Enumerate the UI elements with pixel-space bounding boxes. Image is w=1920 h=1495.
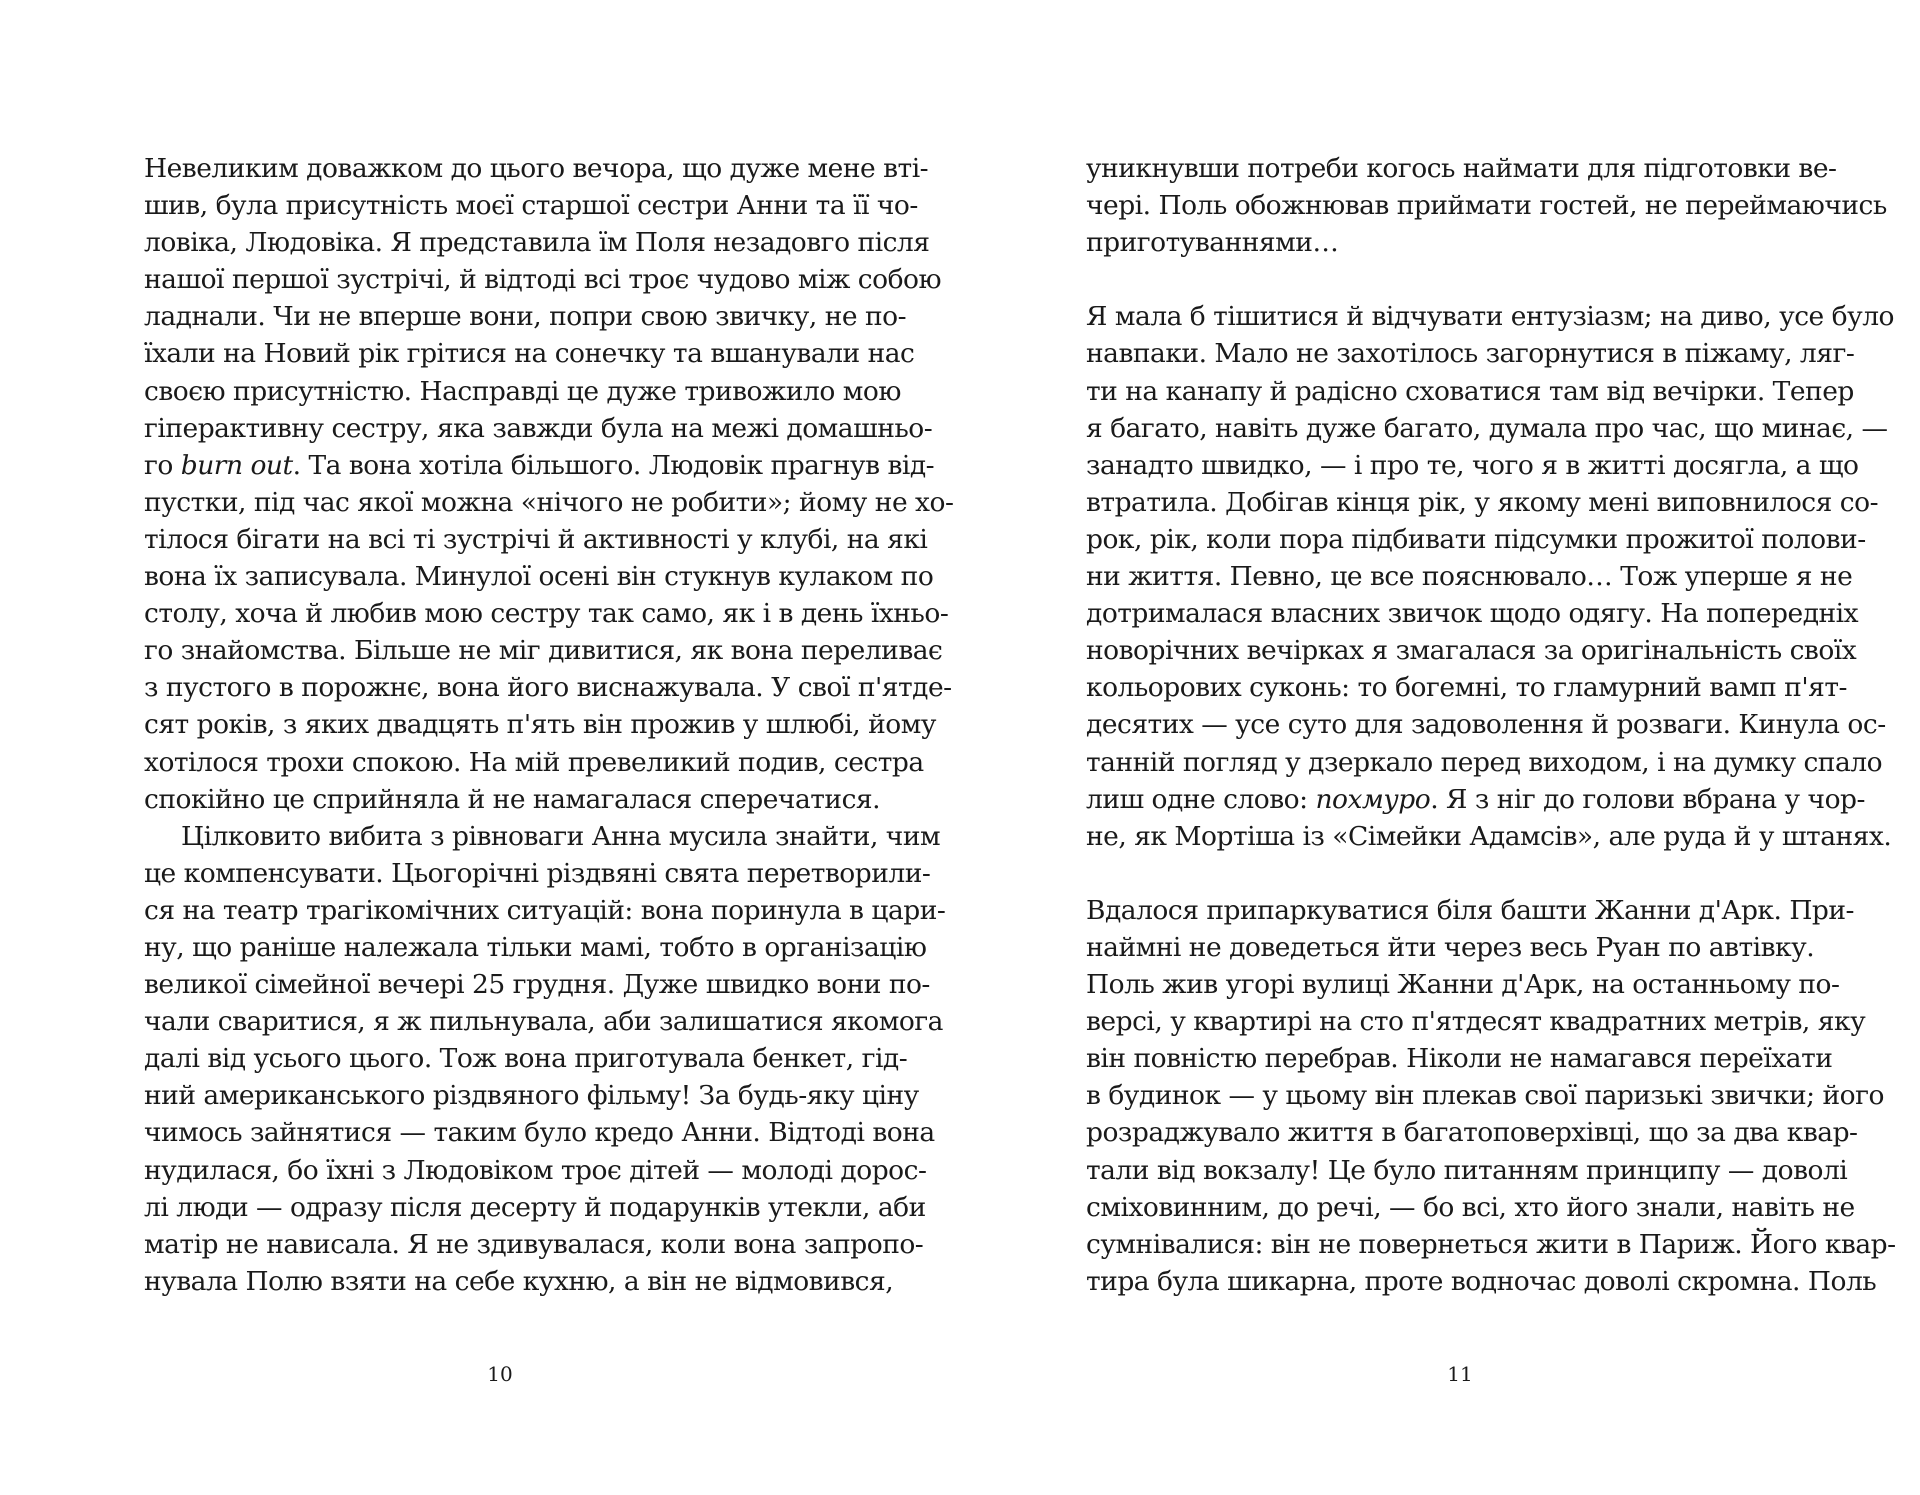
text-line: чимось зайнятися — таким було кредо Анни. Відтоді вона bbox=[144, 1117, 935, 1149]
text-line: шив, була присутність моєї старшої сестри Анни та її чо- bbox=[144, 190, 918, 222]
text-line: версі, у квартирі на сто п'ятдесят квадратних метрів, яку bbox=[1086, 1006, 1866, 1038]
left-page-text bbox=[144, 150, 954, 1300]
text-line: Поль жив угорі вулиці Жанни д'Арк, на останньому по- bbox=[1086, 969, 1840, 1001]
text-line: втратила. Добігав кінця рік, у якому мені виповнилося со- bbox=[1086, 486, 1879, 518]
text-line: їхали на Новий рік грітися на сонечку та вшанували нас bbox=[144, 338, 915, 370]
text-line: нудилася, бо їхні з Людовіком троє дітей — молоді дорос- bbox=[144, 1154, 927, 1186]
text-line: занадто швидко, — і про те, чого я в житті досягла, а що bbox=[1086, 449, 1859, 481]
text-line: ну, що раніше належала тільки мамі, тобто в організацію bbox=[144, 931, 927, 963]
text-line: він повністю перебрав. Ніколи не намагався переїхати bbox=[1086, 1043, 1833, 1075]
text-line: гіперактивну сестру, яка завжди була на межі домашньо- bbox=[144, 412, 933, 444]
text-line: ти на канапу й радісно сховатися там від вечірки. Тепер bbox=[1086, 375, 1854, 407]
text-line: великої сімейної вечері 25 грудня. Дуже швидко вони по- bbox=[144, 969, 930, 1001]
text-line: тали від вокзалу! Це було питанням принципу — доволі bbox=[1086, 1154, 1848, 1186]
text-line: ладнали. Чи не вперше вони, попри свою звичку, не по- bbox=[144, 301, 907, 333]
text-line: нувала Полю взяти на себе кухню, а він не відмовився, bbox=[144, 1265, 894, 1297]
text-line: розраджувало життя в багатоповерхівці, що за два квар- bbox=[1086, 1117, 1858, 1149]
text-line: ловіка, Людовіка. Я представила їм Поля незадовго після bbox=[144, 227, 930, 259]
page-number: 10 bbox=[487, 1362, 513, 1386]
text-line: вона їх записувала. Минулої осені він стукнув кулаком по bbox=[144, 561, 934, 593]
text-line: кольорових суконь: то богемні, то гламурний вамп п'ят- bbox=[1086, 672, 1847, 704]
text-line: тира була шикарна, проте водночас доволі скромна. Поль bbox=[1086, 1265, 1877, 1297]
text-line: ни життя. Певно, це все пояснювало… Тож уперше я не bbox=[1086, 561, 1853, 593]
text-line: ся на театр трагікомічних ситуацій: вона поринула в цари- bbox=[144, 894, 946, 926]
text-line: не, як Мортіша із «Сімейки Адамсів», але руда й у штанях. bbox=[1086, 820, 1892, 852]
text-line: рок, рік, коли пора підбивати підсумки прожитої полови- bbox=[1086, 523, 1866, 555]
text-line: чері. Поль обожнював приймати гостей, не переймаючись bbox=[1086, 190, 1887, 222]
text-line: в будинок — у цьому він плекав свої паризькі звички; його bbox=[1086, 1080, 1884, 1112]
text-line: дотрималася власних звичок щодо одягу. На попередніх bbox=[1086, 598, 1859, 630]
right-page bbox=[960, 0, 1920, 1495]
text-line: го burn out. Та вона хотіла більшого. Людовік прагнув від- bbox=[144, 449, 935, 481]
text-line: це компенсувати. Цьогорічні різдвяні свята перетворили- bbox=[144, 857, 931, 889]
text-line: я багато, навіть дуже багато, думала про час, що минає, — bbox=[1086, 412, 1888, 444]
italic-phrase: похмуро bbox=[1315, 783, 1431, 815]
text-line: спокійно це сприйняла й не намагалася сперечатися. bbox=[144, 783, 881, 815]
text-line: уникнувши потреби когось наймати для підготовки ве- bbox=[1086, 153, 1837, 184]
text-line: столу, хоча й любив мою сестру так само, як і в день їхньо- bbox=[144, 598, 949, 630]
text-line: нашої першої зустрічі, й відтоді всі троє чудово між собою bbox=[144, 264, 942, 296]
text-line: хотілося трохи спокою. На мій превеликий подив, сестра bbox=[144, 746, 924, 778]
text-line: лиш одне слово: похмуро. Я з ніг до голови вбрана у чор- bbox=[1086, 783, 1865, 815]
text-line: тілося бігати на всі ті зустрічі й активності у клубі, на які bbox=[144, 523, 928, 555]
text-line: матір не нависала. Я не здивувалася, коли вона запропо- bbox=[144, 1228, 924, 1260]
text-line: сумнівалися: він не повернеться жити в Париж. Його квар- bbox=[1086, 1228, 1896, 1260]
text-line: Вдалося припаркуватися біля башти Жанни д'Арк. При- bbox=[1086, 894, 1855, 926]
text-line: з пустого в порожнє, вона його виснажувала. У свої п'ятде- bbox=[144, 672, 952, 704]
text-line: далі від усього цього. Тож вона приготувала бенкет, гід- bbox=[144, 1043, 908, 1075]
text-line: лі люди — одразу після десерту й подарунків утекли, аби bbox=[144, 1191, 926, 1223]
text-line: чали сваритися, я ж пильнувала, аби залишатися якомога bbox=[144, 1006, 943, 1038]
text-line: го знайомства. Більше не міг дивитися, як вона переливає bbox=[144, 635, 943, 667]
text-line: сміховинним, до речі, — бо всі, хто його знали, навіть не bbox=[1086, 1191, 1855, 1223]
text-line: Я мала б тішитися й відчувати ентузіазм; на диво, усе було bbox=[1086, 301, 1894, 333]
text-line: новорічних вечірках я змагалася за оригінальність своїх bbox=[1086, 635, 1857, 667]
right-page-text bbox=[1086, 150, 1896, 1300]
text-line: навпаки. Мало не захотілось загорнутися в піжаму, ляг- bbox=[1086, 338, 1855, 370]
italic-phrase: burn out bbox=[180, 449, 293, 481]
text-line: сят років, з яких двадцять п'ять він прожив у шлюбі, йому bbox=[144, 709, 936, 741]
text-line: Цілковито вибита з рівноваги Анна мусила знайти, чим bbox=[181, 820, 941, 852]
text-line: наймні не доведеться йти через весь Руан по автівку. bbox=[1086, 931, 1815, 963]
text-line: Невеликим доважком до цього вечора, що дуже мене вті- bbox=[144, 153, 929, 184]
text-line: ний американського різдвяного фільму! За будь-яку ціну bbox=[144, 1080, 919, 1112]
text-line: пустки, під час якої можна «нічого не робити»; йому не хо- bbox=[144, 486, 954, 518]
text-line: своєю присутністю. Насправді це дуже тривожило мою bbox=[144, 375, 901, 407]
text-line: приготуваннями… bbox=[1086, 227, 1339, 259]
text-line: десятих — усе суто для задоволення й розваги. Кинула ос- bbox=[1086, 709, 1886, 741]
text-line: танній погляд у дзеркало перед виходом, і на думку спало bbox=[1086, 746, 1883, 778]
page-number: 11 bbox=[1447, 1362, 1473, 1386]
